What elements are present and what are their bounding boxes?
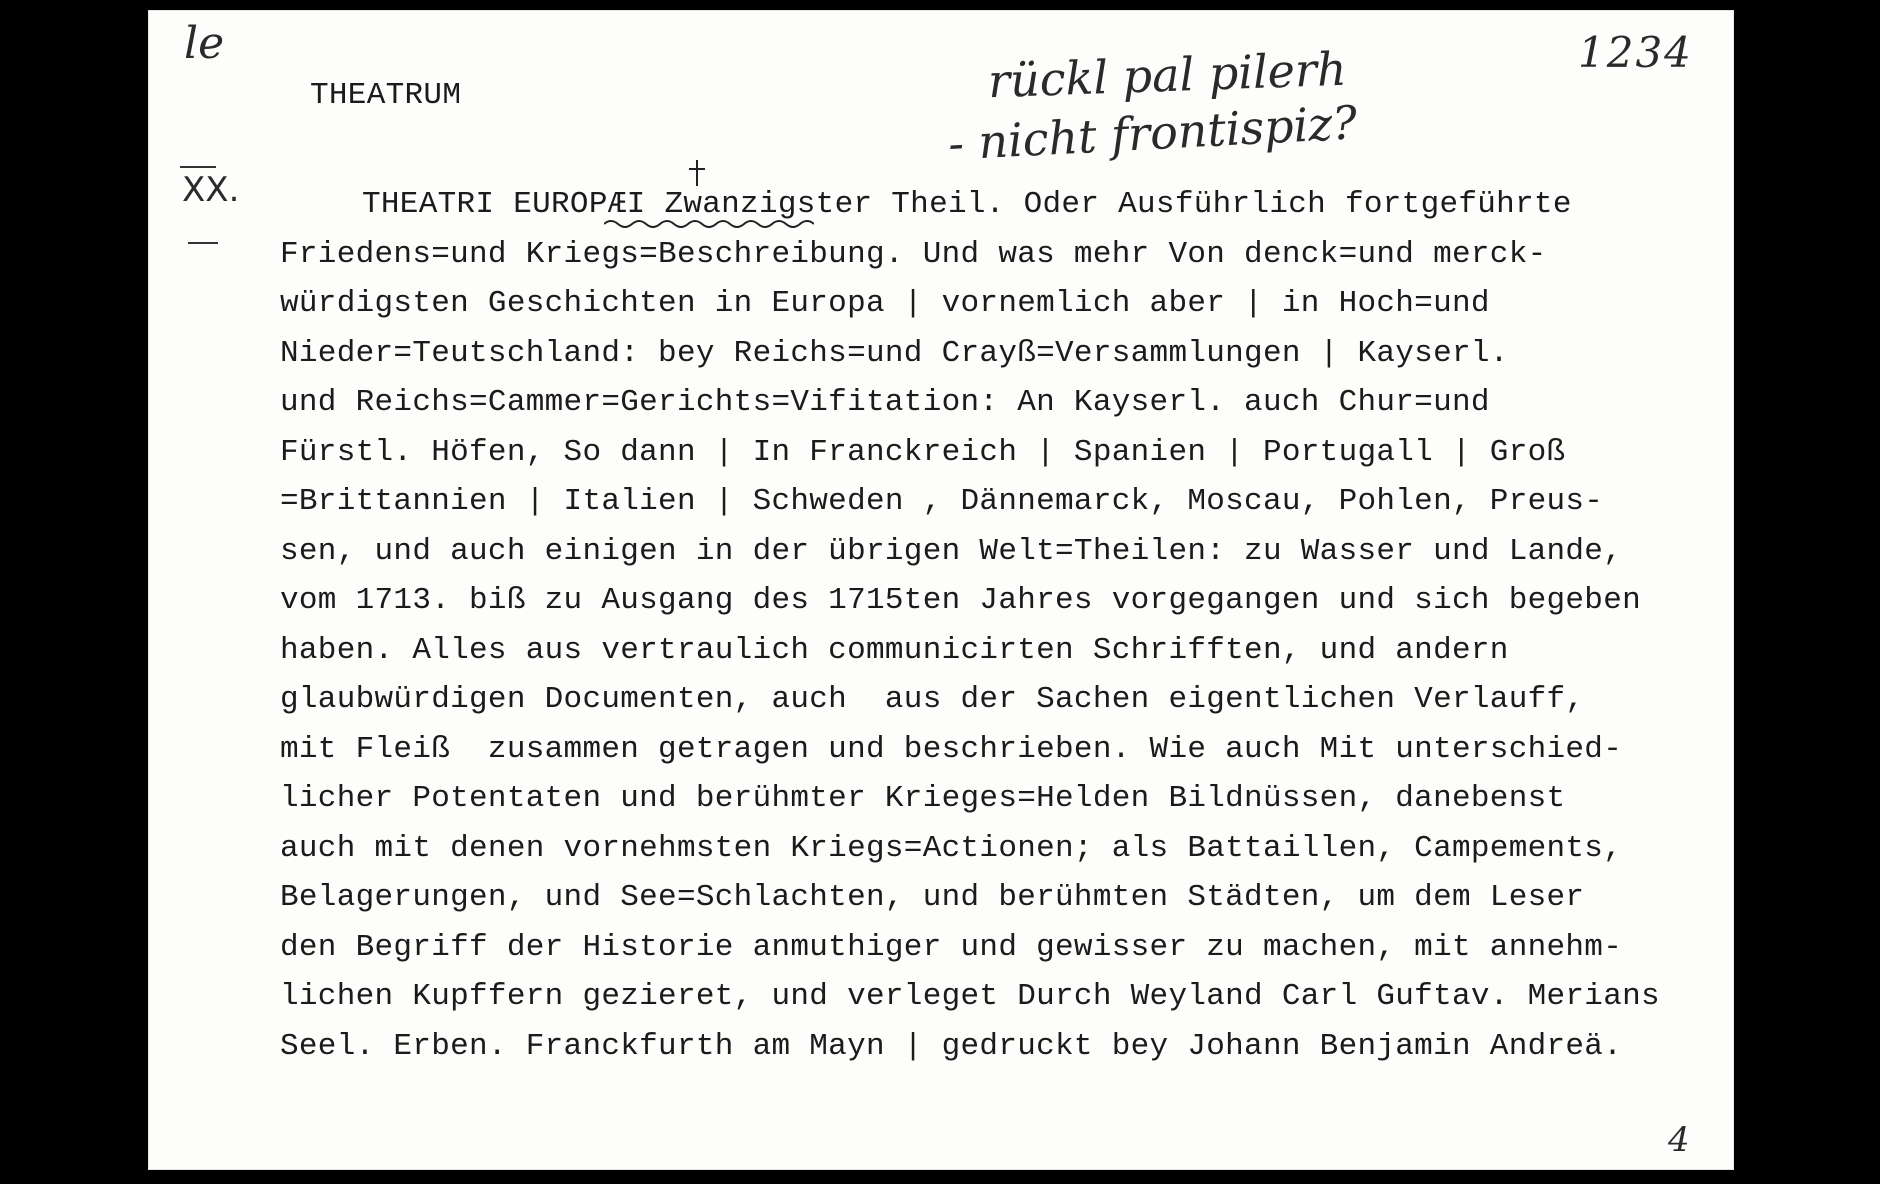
description-line: haben. Alles aus vertraulich communicirten Schrifften, und andern — [280, 632, 1509, 668]
card-heading: THEATRUM — [310, 78, 462, 113]
handwritten-note-line-1: rückl pal pilerh — [987, 41, 1348, 109]
description-line: Friedens=und Kriegs=Beschreibung. Und was mehr Von denck=und merck- — [280, 236, 1547, 272]
part-number-overline — [180, 166, 216, 168]
description-line: würdigsten Geschichten in Europa | vornemlich aber | in Hoch=und — [280, 286, 1490, 321]
catalog-card — [148, 10, 1734, 1170]
description-line: THEATRI EUROPÆI Zwanzigster Theil. Oder Ausführlich fortgeführte — [362, 187, 1572, 222]
description-line: Fürstl. Höfen, So dann | In Franckreich | Spanien | Portugall | Groß — [280, 434, 1566, 470]
description-line: glaubwürdigen Documenten, auch aus der Sachen eigentlichen Verlauff, — [280, 682, 1585, 717]
description-line: Nieder=Teutschland: bey Reichs=und Crayß=Versammlungen | Kayserl. — [280, 335, 1509, 371]
handwritten-part-number: XX. — [182, 170, 240, 210]
description-line: licher Potentaten und berühmter Krieges=Helden Bildnüssen, danebenst — [280, 781, 1566, 816]
description-line: auch mit denen vornehmsten Kriegs=Actionen; als Battaillen, Campements, — [280, 830, 1623, 866]
description-line: und Reichs=Cammer=Gerichts=Vifitation: An Kayserl. auch Chur=und — [280, 385, 1490, 420]
description-line: Belagerungen, und See=Schlachten, und berühmten Städten, um dem Leser — [280, 880, 1585, 915]
part-number-underline — [188, 242, 218, 244]
description-line: lichen Kupffern gezieret, und verleget Durch Weyland Carl Guftav. Merians — [280, 979, 1660, 1014]
handwritten-corner-mark: 4 — [1668, 1120, 1690, 1160]
description-line: sen, und auch einigen in der übrigen Welt=Theilen: zu Wasser und Lande, — [280, 533, 1623, 569]
handwritten-top-left-mark: le — [184, 18, 225, 69]
handwritten-note-line-2: - nicht frontispiz? — [946, 95, 1359, 171]
handwritten-catalog-number: 1234 — [1578, 28, 1693, 77]
title-description — [280, 180, 1720, 1071]
description-line: Seel. Erben. Franckfurth am Mayn | gedruckt bey Johann Benjamin Andreä. — [280, 1028, 1623, 1064]
description-line: =Brittannien | Italien | Schweden , Dännemarck, Moscau, Pohlen, Preus- — [280, 484, 1604, 519]
description-line: vom 1713. biß zu Ausgang des 1715ten Jahres vorgegangen und sich begeben — [280, 583, 1642, 618]
description-line: mit Fleiß zusammen getragen und beschrieben. Wie auch Mit unterschied- — [280, 731, 1623, 767]
description-line: den Begriff der Historie anmuthiger und gewisser zu machen, mit annehm- — [280, 929, 1623, 965]
